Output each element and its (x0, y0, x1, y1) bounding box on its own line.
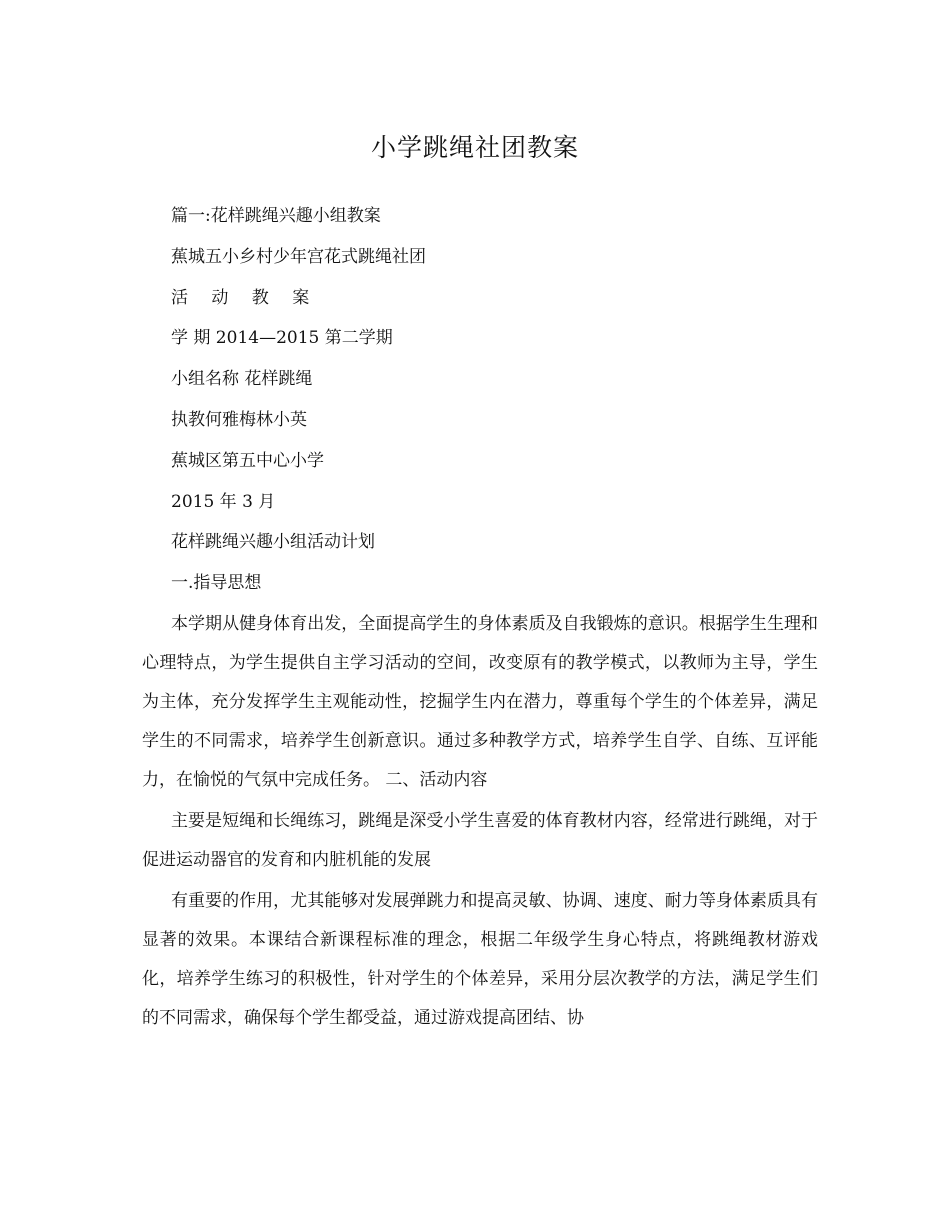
document-body (142, 196, 818, 1039)
plan-title: 花样跳绳兴趣小组活动计划 (171, 532, 375, 553)
teachers-line: 执教何雅梅林小英 (171, 409, 307, 430)
club-name: 蕉城五小乡村少年宫花式跳绳社团 (171, 246, 426, 267)
body-paragraph: 主要是短绳和长绳练习，跳绳是深受小学生喜爱的体育教材内容，经常进行跳绳，对于促进运动器官的发育和内脏机能的发展 (142, 810, 818, 870)
document-title: 小学跳绳社团教案 (370, 133, 579, 162)
guiding-ideology-heading: 一.指导思想 (171, 573, 262, 594)
activity-plan-label: 活 动 教 案 (171, 287, 319, 308)
body-paragraph: 有重要的作用，尤其能够对发展弹跳力和提高灵敏、协调、速度、耐力等身体素质具有显著的效果。本课结合新课程标准的理念，根据二年级学生身心特点，将跳绳教材游戏化，培养学生练习的积极性，针对学生的个体差异，采用分层次教学的方法，满足学生们的不同需求，确保每个学生都受益，通过游戏提高团结、协 (142, 890, 818, 1028)
date-line: 2015 年 3 月 (171, 491, 276, 512)
semester-line: 学 期 2014—2015 第二学期 (171, 328, 393, 349)
body-paragraph: 本学期从健身体育出发，全面提高学生的身体素质及自我锻炼的意识。根据学生生理和心理特点，为学生提供自主学习活动的空间，改变原有的教学模式，以教师为主导，学生为主体，充分发挥学生主观能动性，挖掘学生内在潜力，尊重每个学生的个体差异，满足学生的不同需求，培养学生创新意识。通过多种教学方式，培养学生自学、自练、互评能力，在愉悦的气氛中完成任务。 二、活动内容 (142, 613, 818, 790)
school-line: 蕉城区第五中心小学 (171, 450, 324, 471)
group-name-line: 小组名称 花样跳绳 (171, 369, 313, 390)
section-heading: 篇一:花样跳绳兴趣小组教案 (171, 206, 381, 226)
